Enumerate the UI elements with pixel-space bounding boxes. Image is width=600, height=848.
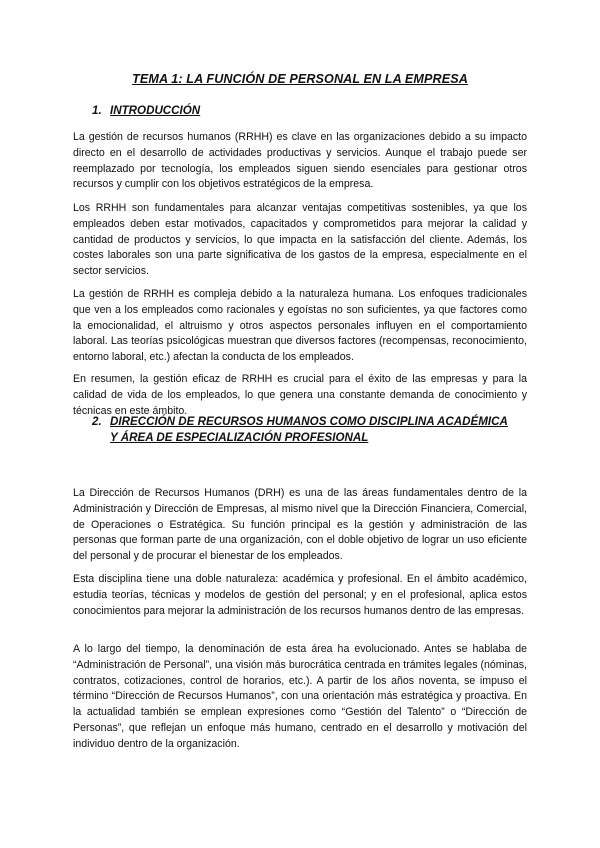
section-1-title: INTRODUCCIÓN xyxy=(110,104,201,117)
section-2-heading xyxy=(92,414,532,446)
document-title: TEMA 1: LA FUNCIÓN DE PERSONAL EN LA EMPRESA xyxy=(132,72,468,86)
section-2-paragraph-1: La Dirección de Recursos Humanos (DRH) es una de las áreas fundamentales dentro de la Administración y Dirección de Empresas, al mismo nivel que la Dirección Financiera, Comercial, de Operaciones o Estratégica. Su función principal es la gestión y administración de las personas que forman parte de una organización, con el doble objetivo de lograr un uso eficiente del personal y de procurar el bienestar de los empleados. xyxy=(73,487,527,563)
section-1-paragraph-2: Los RRHH son fundamentales para alcanzar ventajas competitivas sostenibles, ya que los empleados deben estar motivados, capacitados y comprometidos para mejorar la calidad y cantidad de productos y servicios, lo que impacta en la satisfacción del cliente. Además, los costes laborales son una parte significativa de los gastos de la empresa, especialmente en el sector servicios. xyxy=(73,202,527,278)
section-2-number: 2. xyxy=(92,415,102,428)
section-1-paragraph-4: En resumen, la gestión eficaz de RRHH es crucial para el éxito de las empresas y para la calidad de vida de los empleados, lo que genera una constante demanda de conocimiento y técnicas en este ámbito. xyxy=(73,373,527,417)
section-1-heading xyxy=(92,103,200,119)
section-2-title-line-2: Y ÁREA DE ESPECIALIZACIÓN PROFESIONAL xyxy=(110,431,369,444)
section-2-paragraph-2: Esta disciplina tiene una doble naturaleza: académica y profesional. En el ámbito académico, estudia teorías, técnicas y modelos de gestión del personal; y en el profesional, aplica estos conocimientos para mejorar la administración de los recursos humanos dentro de las empresas. xyxy=(73,573,527,617)
section-1-paragraph-3: La gestión de RRHH es compleja debido a la naturaleza humana. Los enfoques tradicionales que ven a los empleados como racionales y egoístas no son suficientes, ya que factores como la emocionalidad, el altruismo y otros aspectos personales influyen en el comportamiento laboral. Las teorías psicológicas muestran que diversos factores (recompensas, reconocimiento, entorno laboral, etc.) afectan la conducta de los empleados. xyxy=(73,288,527,364)
section-2-title-line-1: DIRECCIÓN DE RECURSOS HUMANOS COMO DISCIPLINA ACADÉMICA xyxy=(110,415,508,428)
section-2-paragraph-3: A lo largo del tiempo, la denominación de esta área ha evolucionado. Antes se hablaba de “Administración de Personal”, una visión más burocrática centrada en trámites legales (nóminas, contratos, cotizaciones, control de horarios, etc.). A partir de los años noventa, se impuso el término “Dirección de Recursos Humanos”, con una orientación más estratégica y proactiva. En la actualidad también se emplean expresiones como “Gestión del Talento” o “Dirección de Personas”, que reflejan un enfoque más humano, centrado en el desarrollo y motivación del individuo dentro de la organización. xyxy=(73,643,527,750)
section-1-number: 1. xyxy=(92,104,102,117)
section-1-paragraph-1: La gestión de recursos humanos (RRHH) es clave en las organizaciones debido a su impacto directo en el desarrollo de actividades productivas y servicios. Aunque el trabajo puede ser reemplazado por tecnología, los empleados siguen siendo esenciales para gestionar otros recursos y cumplir con los objetivos estratégicos de la empresa. xyxy=(73,131,527,191)
